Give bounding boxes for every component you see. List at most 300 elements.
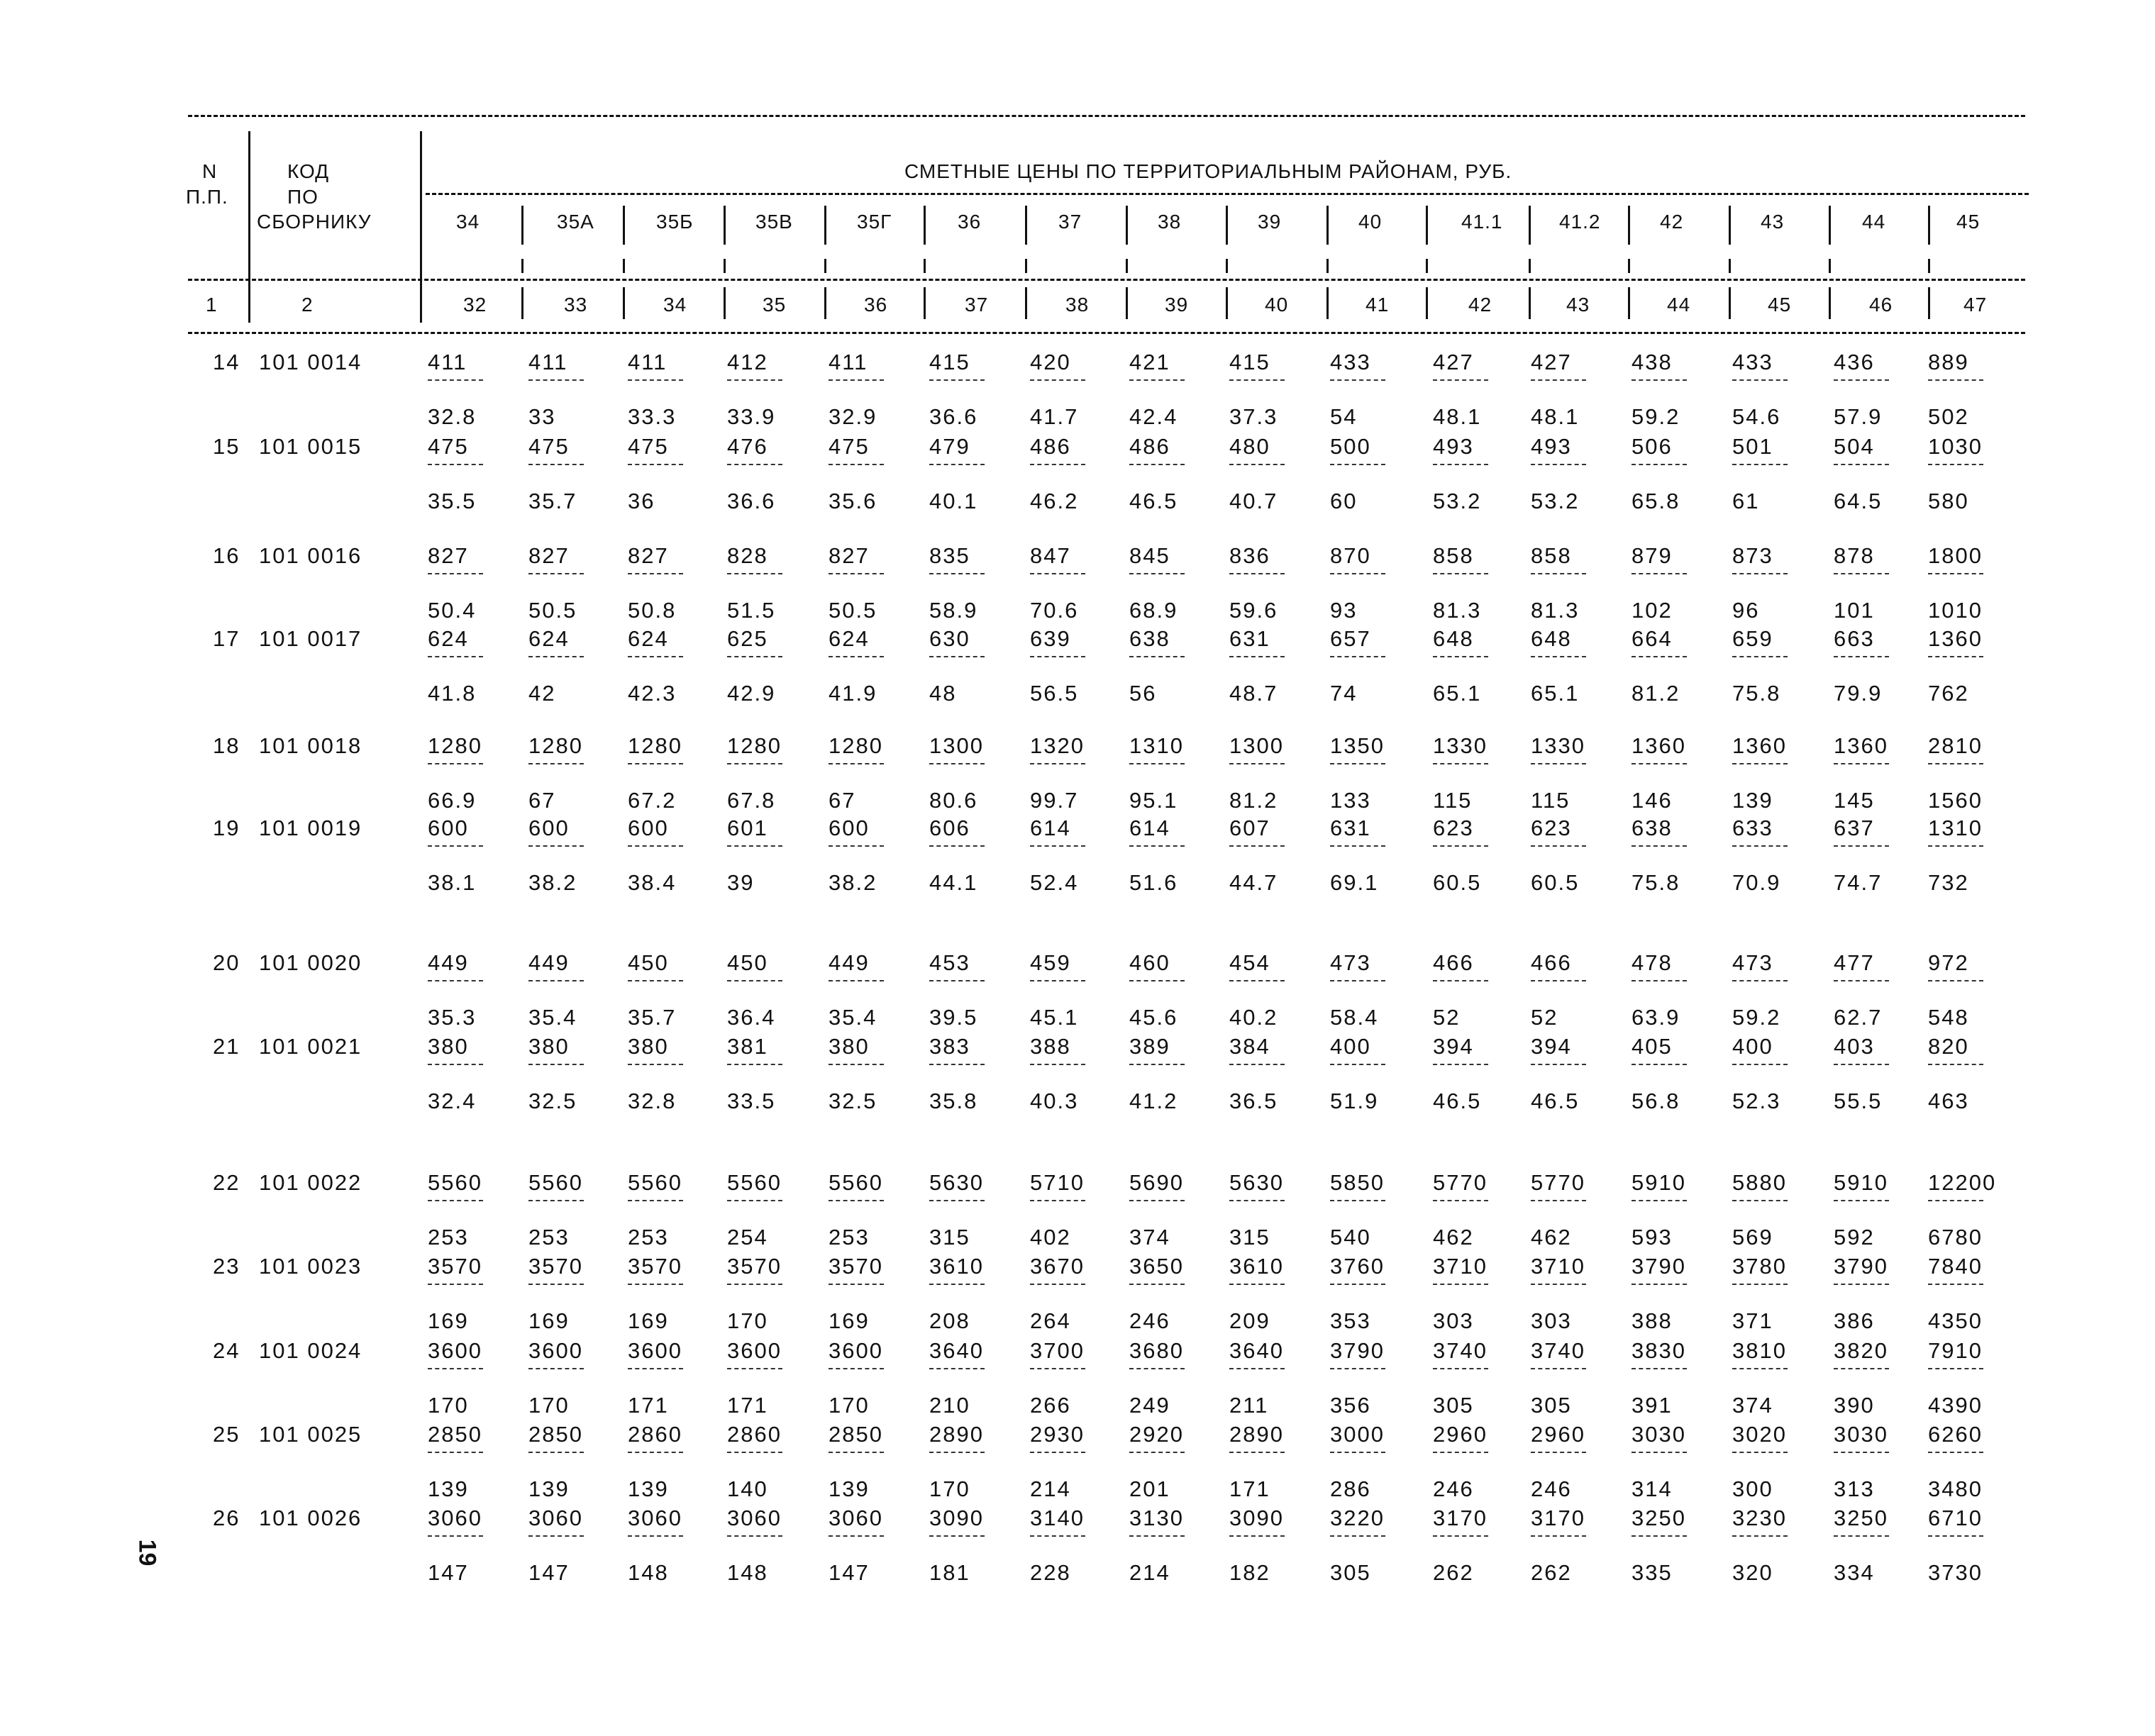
row-25-divider-11 (1531, 1452, 1586, 1453)
row-17-price-15: 1360 (1928, 626, 1983, 651)
row-18-divider-0 (428, 763, 483, 764)
row-19-wage-7: 51.6 (1129, 870, 1178, 895)
row-14-price-7: 421 (1129, 350, 1170, 374)
row-25-divider-2 (628, 1452, 683, 1453)
row-23-price-13: 3780 (1732, 1254, 1787, 1279)
row-24-wage-14: 390 (1834, 1393, 1875, 1418)
row-23-price-4: 3570 (829, 1254, 883, 1279)
row-20-price-5: 453 (929, 950, 970, 975)
row-14-wage-1: 33 (528, 404, 556, 429)
row-21-divider-14 (1834, 1064, 1889, 1065)
row-24-price-0: 3600 (428, 1338, 482, 1363)
row-14-divider-11 (1531, 379, 1586, 381)
row-26-divider-3 (727, 1535, 782, 1537)
row-21-index: 21 (213, 1034, 240, 1059)
region-header-8: 39 (1258, 211, 1282, 233)
row-14-wage-14: 57.9 (1834, 404, 1883, 429)
row-14-wage-3: 33.9 (727, 404, 776, 429)
row-26-divider-1 (528, 1535, 584, 1537)
row-23-divider-9 (1330, 1284, 1385, 1285)
row-25-index: 25 (213, 1422, 240, 1447)
row-15-divider-8 (1229, 464, 1285, 465)
row-15-wage-0: 35.5 (428, 489, 477, 513)
row-20-wage-7: 45.6 (1129, 1005, 1178, 1030)
row-16-wage-6: 70.6 (1030, 598, 1079, 623)
row-16-divider-5 (929, 573, 985, 574)
row-16-wage-13: 96 (1732, 598, 1760, 623)
row-14-wage-5: 36.6 (929, 404, 978, 429)
row-16-wage-0: 50.4 (428, 598, 477, 623)
row-17-wage-8: 48.7 (1229, 681, 1278, 706)
row-24-price-12: 3830 (1632, 1338, 1686, 1363)
row-23-price-7: 3650 (1129, 1254, 1184, 1279)
row-22-wage-13: 569 (1732, 1225, 1773, 1250)
row-16-wage-12: 102 (1632, 598, 1673, 623)
row-26-wage-13: 320 (1732, 1560, 1773, 1585)
row-21-price-4: 380 (829, 1034, 870, 1059)
row-24-code: 101 0024 (259, 1338, 362, 1363)
region-header-4: 35Г (857, 211, 892, 233)
row-24-divider-2 (628, 1368, 683, 1369)
row-20-divider-8 (1229, 980, 1285, 981)
row-19-wage-12: 75.8 (1632, 870, 1680, 895)
col-number-7: 39 (1165, 294, 1189, 316)
row-26-price-5: 3090 (929, 1506, 984, 1530)
row-15-price-7: 486 (1129, 434, 1170, 459)
row-24-wage-11: 305 (1531, 1393, 1572, 1418)
row-24-divider-6 (1030, 1368, 1085, 1369)
row-16-price-0: 827 (428, 543, 469, 568)
row-15-wage-4: 35.6 (829, 489, 877, 513)
row-22-price-11: 5770 (1531, 1170, 1585, 1195)
row-14-divider-7 (1129, 379, 1185, 381)
row-19-price-6: 614 (1030, 816, 1071, 840)
header-bottom-rule (188, 332, 2025, 334)
row-23-divider-8 (1229, 1284, 1285, 1285)
row-21-divider-0 (428, 1064, 483, 1065)
row-15-wage-8: 40.7 (1229, 489, 1278, 513)
row-24-divider-14 (1834, 1368, 1889, 1369)
row-20-divider-9 (1330, 980, 1385, 981)
row-26-divider-2 (628, 1535, 683, 1537)
row-19-wage-2: 38.4 (628, 870, 677, 895)
row-25-wage-0: 139 (428, 1476, 469, 1501)
row-18-price-13: 1360 (1732, 733, 1787, 758)
row-26-divider-8 (1229, 1535, 1285, 1537)
row-19-wage-9: 69.1 (1330, 870, 1379, 895)
row-22-divider-0 (428, 1200, 483, 1201)
row-21-wage-3: 33.5 (727, 1089, 776, 1113)
row-15-divider-15 (1928, 464, 1983, 465)
col-number-n: 1 (206, 294, 218, 316)
row-20-divider-4 (829, 980, 884, 981)
vsep-region-low-5 (1025, 259, 1027, 273)
row-17-price-7: 638 (1129, 626, 1170, 651)
row-19-price-14: 637 (1834, 816, 1875, 840)
row-22-wage-8: 315 (1229, 1225, 1270, 1250)
row-18-price-4: 1280 (829, 733, 883, 758)
vsep-region-low-7 (1226, 259, 1228, 273)
row-18-wage-6: 99.7 (1030, 788, 1079, 813)
row-25-wage-9: 286 (1330, 1476, 1371, 1501)
row-15-price-5: 479 (929, 434, 970, 459)
row-19-divider-0 (428, 845, 483, 847)
row-26-wage-11: 262 (1531, 1560, 1572, 1585)
row-21-price-5: 383 (929, 1034, 970, 1059)
row-15-wage-5: 40.1 (929, 489, 978, 513)
header-top-rule (188, 115, 2025, 117)
row-20-price-14: 477 (1834, 950, 1875, 975)
row-21-wage-9: 51.9 (1330, 1089, 1379, 1113)
row-19-price-11: 623 (1531, 816, 1572, 840)
row-18-price-1: 1280 (528, 733, 583, 758)
row-22-price-1: 5560 (528, 1170, 583, 1195)
row-24-price-1: 3600 (528, 1338, 583, 1363)
row-18-wage-13: 139 (1732, 788, 1773, 813)
row-25-wage-11: 246 (1531, 1476, 1572, 1501)
row-14-wage-11: 48.1 (1531, 404, 1580, 429)
row-23-price-9: 3760 (1330, 1254, 1385, 1279)
row-18-index: 18 (213, 733, 240, 758)
vsep-region-7 (1226, 206, 1228, 245)
row-19-price-5: 606 (929, 816, 970, 840)
row-22-wage-11: 462 (1531, 1225, 1572, 1250)
row-22-divider-3 (727, 1200, 782, 1201)
region-header-9: 40 (1358, 211, 1383, 233)
region-header-7: 38 (1158, 211, 1182, 233)
row-22-wage-5: 315 (929, 1225, 970, 1250)
row-19-divider-5 (929, 845, 985, 847)
row-18-wage-5: 80.6 (929, 788, 978, 813)
row-16-divider-1 (528, 573, 584, 574)
row-16-price-14: 878 (1834, 543, 1875, 568)
row-25-price-2: 2860 (628, 1422, 682, 1447)
row-22-wage-9: 540 (1330, 1225, 1371, 1250)
row-14-wage-4: 32.9 (829, 404, 877, 429)
row-20-divider-14 (1834, 980, 1889, 981)
row-20-price-1: 449 (528, 950, 570, 975)
row-25-divider-7 (1129, 1452, 1185, 1453)
row-24-price-9: 3790 (1330, 1338, 1385, 1363)
row-26-wage-5: 181 (929, 1560, 970, 1585)
row-24-wage-1: 170 (528, 1393, 570, 1418)
row-19-wage-10: 60.5 (1433, 870, 1482, 895)
row-20-price-6: 459 (1030, 950, 1071, 975)
row-14-code: 101 0014 (259, 350, 362, 374)
vsep-num-0 (521, 287, 523, 319)
row-26-divider-5 (929, 1535, 985, 1537)
row-19-divider-3 (727, 845, 782, 847)
row-17-index: 17 (213, 626, 240, 651)
row-20-code: 101 0020 (259, 950, 362, 975)
row-25-price-11: 2960 (1531, 1422, 1585, 1447)
row-20-divider-2 (628, 980, 683, 981)
row-21-price-8: 384 (1229, 1034, 1270, 1059)
vsep-region-low-1 (623, 259, 625, 273)
row-22-divider-13 (1732, 1200, 1788, 1201)
col-number-10: 42 (1468, 294, 1492, 316)
row-15-price-13: 501 (1732, 434, 1773, 459)
row-17-divider-9 (1330, 656, 1385, 657)
row-15-wage-10: 53.2 (1433, 489, 1482, 513)
row-22-divider-12 (1632, 1200, 1687, 1201)
vsep-region-low-12 (1729, 259, 1731, 273)
row-18-wage-3: 67.8 (727, 788, 776, 813)
vsep-region-low-9 (1426, 259, 1428, 273)
row-26-divider-12 (1632, 1535, 1687, 1537)
row-22-divider-14 (1834, 1200, 1889, 1201)
row-21-price-3: 381 (727, 1034, 768, 1059)
row-19-divider-12 (1632, 845, 1687, 847)
row-19-wage-15: 732 (1928, 870, 1969, 895)
row-15-divider-11 (1531, 464, 1586, 465)
row-15-divider-6 (1030, 464, 1085, 465)
row-18-divider-6 (1030, 763, 1085, 764)
row-14-wage-8: 37.3 (1229, 404, 1278, 429)
col-number-11: 43 (1566, 294, 1590, 316)
row-24-price-13: 3810 (1732, 1338, 1787, 1363)
row-18-price-14: 1360 (1834, 733, 1888, 758)
row-17-price-2: 624 (628, 626, 669, 651)
row-17-wage-9: 74 (1330, 681, 1358, 706)
row-16-divider-15 (1928, 573, 1983, 574)
row-17-wage-13: 75.8 (1732, 681, 1781, 706)
row-19-price-3: 601 (727, 816, 768, 840)
col-number-3: 35 (763, 294, 787, 316)
row-14-divider-10 (1433, 379, 1488, 381)
row-24-divider-11 (1531, 1368, 1586, 1369)
row-23-wage-9: 353 (1330, 1308, 1371, 1333)
row-24-divider-10 (1433, 1368, 1488, 1369)
row-25-wage-4: 139 (829, 1476, 870, 1501)
row-14-divider-5 (929, 379, 985, 381)
row-14-divider-4 (829, 379, 884, 381)
row-22-code: 101 0022 (259, 1170, 362, 1195)
row-17-divider-14 (1834, 656, 1889, 657)
row-16-wage-10: 81.3 (1433, 598, 1482, 623)
row-24-divider-8 (1229, 1368, 1285, 1369)
row-26-price-2: 3060 (628, 1506, 682, 1530)
row-24-wage-0: 170 (428, 1393, 469, 1418)
vsep-region-low-6 (1126, 259, 1128, 273)
row-16-divider-10 (1433, 573, 1488, 574)
row-16-price-13: 873 (1732, 543, 1773, 568)
row-22-price-2: 5560 (628, 1170, 682, 1195)
row-14-wage-9: 54 (1330, 404, 1358, 429)
row-18-price-11: 1330 (1531, 733, 1585, 758)
row-23-wage-1: 169 (528, 1308, 570, 1333)
row-18-wage-1: 67 (528, 788, 556, 813)
row-22-price-7: 5690 (1129, 1170, 1184, 1195)
row-15-price-4: 475 (829, 434, 870, 459)
row-18-wage-12: 146 (1632, 788, 1673, 813)
row-24-wage-2: 171 (628, 1393, 669, 1418)
vsep-num-14 (1928, 287, 1930, 319)
row-21-wage-5: 35.8 (929, 1089, 978, 1113)
row-21-price-14: 403 (1834, 1034, 1875, 1059)
row-23-divider-2 (628, 1284, 683, 1285)
vsep-region-14 (1928, 206, 1930, 245)
row-25-price-3: 2860 (727, 1422, 782, 1447)
row-20-index: 20 (213, 950, 240, 975)
row-19-code: 101 0019 (259, 816, 362, 840)
row-26-price-13: 3230 (1732, 1506, 1787, 1530)
row-22-wage-6: 402 (1030, 1225, 1071, 1250)
row-23-index: 23 (213, 1254, 240, 1279)
row-18-divider-11 (1531, 763, 1586, 764)
row-24-divider-9 (1330, 1368, 1385, 1369)
col-number-8: 40 (1265, 294, 1289, 316)
row-18-divider-5 (929, 763, 985, 764)
vsep-num-5 (1025, 287, 1027, 319)
vsep-num-1 (623, 287, 625, 319)
row-21-wage-4: 32.5 (829, 1089, 877, 1113)
row-14-price-9: 433 (1330, 350, 1371, 374)
row-21-price-2: 380 (628, 1034, 669, 1059)
row-20-divider-0 (428, 980, 483, 981)
row-17-price-13: 659 (1732, 626, 1773, 651)
col-number-2: 34 (663, 294, 687, 316)
row-20-wage-13: 59.2 (1732, 1005, 1781, 1030)
row-26-price-9: 3220 (1330, 1506, 1385, 1530)
row-18-wage-2: 67.2 (628, 788, 677, 813)
row-24-index: 24 (213, 1338, 240, 1363)
row-15-divider-12 (1632, 464, 1687, 465)
row-16-price-7: 845 (1129, 543, 1170, 568)
row-14-divider-8 (1229, 379, 1285, 381)
row-26-price-10: 3170 (1433, 1506, 1488, 1530)
col-number-0: 32 (463, 294, 487, 316)
row-23-price-14: 3790 (1834, 1254, 1888, 1279)
row-23-price-3: 3570 (727, 1254, 782, 1279)
row-26-divider-10 (1433, 1535, 1488, 1537)
row-24-wage-9: 356 (1330, 1393, 1371, 1418)
vsep-region-12 (1729, 206, 1731, 245)
row-17-wage-15: 762 (1928, 681, 1969, 706)
row-25-price-0: 2850 (428, 1422, 482, 1447)
row-14-wage-13: 54.6 (1732, 404, 1781, 429)
row-24-divider-15 (1928, 1368, 1983, 1369)
row-18-price-3: 1280 (727, 733, 782, 758)
row-21-divider-12 (1632, 1064, 1687, 1065)
col-number-9: 41 (1365, 294, 1390, 316)
row-21-divider-5 (929, 1064, 985, 1065)
row-18-wage-0: 66.9 (428, 788, 477, 813)
row-16-wage-14: 101 (1834, 598, 1875, 623)
row-19-divider-6 (1030, 845, 1085, 847)
row-18-divider-2 (628, 763, 683, 764)
row-24-wage-4: 170 (829, 1393, 870, 1418)
row-19-wage-8: 44.7 (1229, 870, 1278, 895)
row-16-divider-4 (829, 573, 884, 574)
row-21-price-6: 388 (1030, 1034, 1071, 1059)
row-26-price-4: 3060 (829, 1506, 883, 1530)
row-15-wage-7: 46.5 (1129, 489, 1178, 513)
row-23-wage-11: 303 (1531, 1308, 1572, 1333)
row-19-price-2: 600 (628, 816, 669, 840)
row-17-wage-10: 65.1 (1433, 681, 1482, 706)
row-24-wage-8: 211 (1229, 1393, 1269, 1418)
row-14-wage-0: 32.8 (428, 404, 477, 429)
row-25-wage-8: 171 (1229, 1476, 1270, 1501)
vsep-num-2 (724, 287, 726, 319)
row-24-price-6: 3700 (1030, 1338, 1085, 1363)
row-22-price-3: 5560 (727, 1170, 782, 1195)
row-20-wage-3: 36.4 (727, 1005, 776, 1030)
row-17-price-5: 630 (929, 626, 970, 651)
row-19-divider-15 (1928, 845, 1983, 847)
vsep-region-13 (1829, 206, 1831, 245)
row-24-divider-5 (929, 1368, 985, 1369)
row-21-divider-6 (1030, 1064, 1085, 1065)
vsep-num-10 (1529, 287, 1531, 319)
row-15-wage-9: 60 (1330, 489, 1358, 513)
vsep-region-9 (1426, 206, 1428, 245)
col-number-5: 37 (965, 294, 989, 316)
row-25-price-4: 2850 (829, 1422, 883, 1447)
row-19-price-9: 631 (1330, 816, 1371, 840)
row-24-wage-5: 210 (929, 1393, 970, 1418)
col-code-header: КОД (287, 160, 330, 182)
row-14-price-1: 411 (528, 350, 568, 374)
row-21-wage-0: 32.4 (428, 1089, 477, 1113)
row-18-divider-8 (1229, 763, 1285, 764)
row-23-divider-12 (1632, 1284, 1687, 1285)
vsep-region-4 (924, 206, 926, 245)
row-19-divider-9 (1330, 845, 1385, 847)
region-header-13: 43 (1761, 211, 1785, 233)
vsep-region-8 (1326, 206, 1329, 245)
row-15-price-14: 504 (1834, 434, 1875, 459)
row-26-wage-6: 228 (1030, 1560, 1071, 1585)
row-16-wage-15: 1010 (1928, 598, 1983, 623)
row-25-price-8: 2890 (1229, 1422, 1284, 1447)
row-22-price-8: 5630 (1229, 1170, 1284, 1195)
row-17-divider-4 (829, 656, 884, 657)
row-19-divider-7 (1129, 845, 1185, 847)
row-16-wage-7: 68.9 (1129, 598, 1178, 623)
row-15-divider-5 (929, 464, 985, 465)
row-18-divider-9 (1330, 763, 1385, 764)
row-14-price-5: 415 (929, 350, 970, 374)
row-21-divider-13 (1732, 1064, 1788, 1065)
row-20-price-2: 450 (628, 950, 669, 975)
row-17-divider-10 (1433, 656, 1488, 657)
row-18-code: 101 0018 (259, 733, 362, 758)
row-17-wage-6: 56.5 (1030, 681, 1079, 706)
row-26-divider-14 (1834, 1535, 1889, 1537)
row-22-price-12: 5910 (1632, 1170, 1686, 1195)
row-17-wage-14: 79.9 (1834, 681, 1883, 706)
col-number-code: 2 (301, 294, 314, 316)
row-23-price-11: 3710 (1531, 1254, 1585, 1279)
row-20-divider-7 (1129, 980, 1185, 981)
row-14-divider-0 (428, 379, 483, 381)
row-17-price-8: 631 (1229, 626, 1270, 651)
col-n-header: N (202, 160, 218, 182)
row-23-price-12: 3790 (1632, 1254, 1686, 1279)
row-15-wage-11: 53.2 (1531, 489, 1580, 513)
row-20-price-10: 466 (1433, 950, 1474, 975)
row-26-wage-4: 147 (829, 1560, 870, 1585)
row-21-price-1: 380 (528, 1034, 570, 1059)
row-14-price-3: 412 (727, 350, 768, 374)
row-23-wage-10: 303 (1433, 1308, 1474, 1333)
row-24-divider-12 (1632, 1368, 1687, 1369)
row-24-divider-1 (528, 1368, 584, 1369)
row-24-price-11: 3740 (1531, 1338, 1585, 1363)
row-19-divider-11 (1531, 845, 1586, 847)
